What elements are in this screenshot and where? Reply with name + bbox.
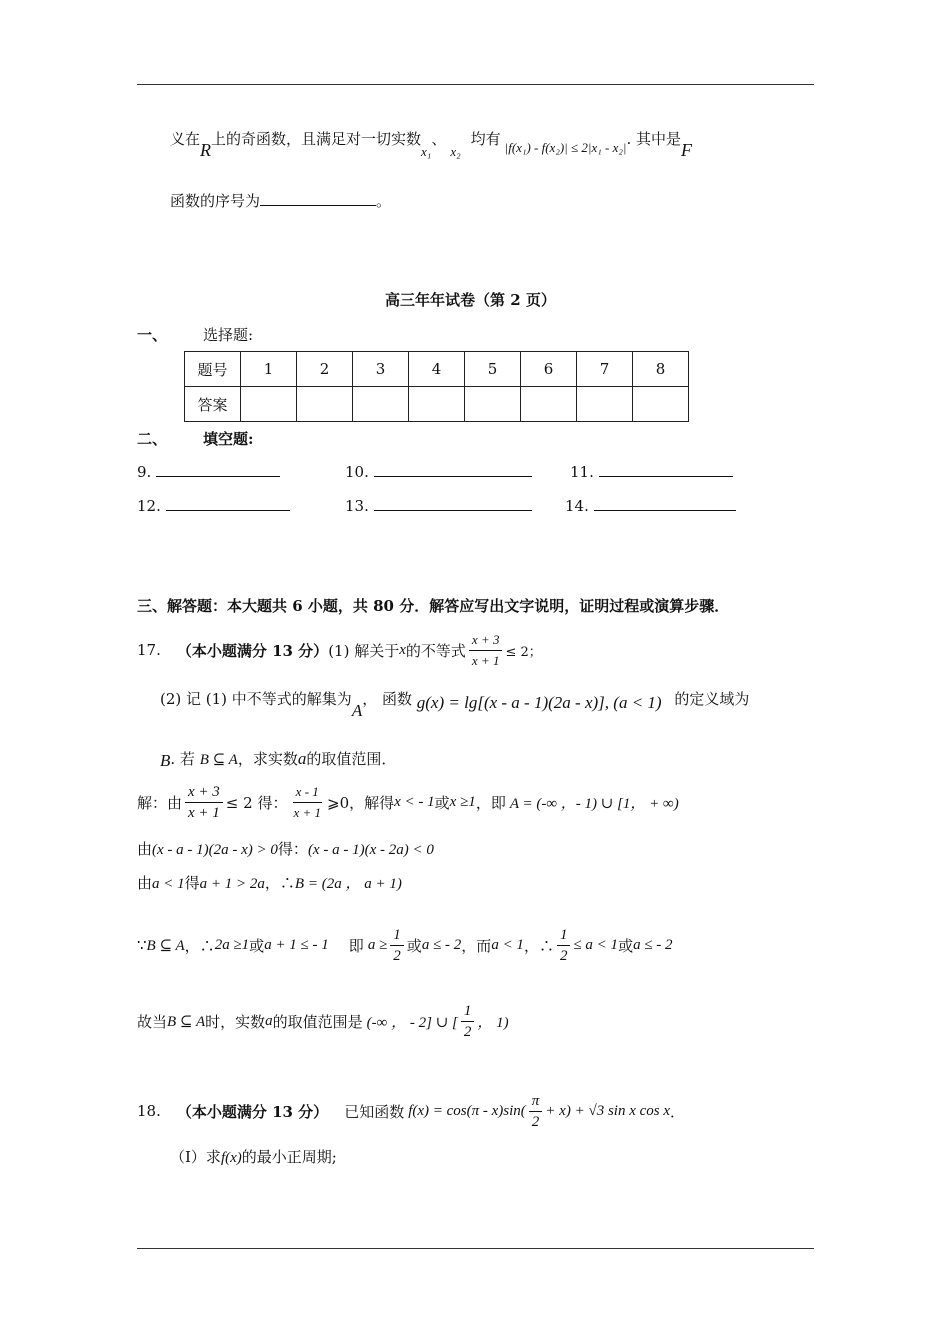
q18-stem (137, 1086, 685, 1136)
text: 由 (137, 874, 153, 892)
answer-blank[interactable] (166, 496, 290, 511)
text: ，而 (461, 936, 492, 955)
formula: ≤ a < 1 (573, 936, 619, 953)
numerator: x + 3 (469, 630, 503, 651)
q17-solution-line3 (137, 872, 402, 893)
text: (1) 解关于 (328, 641, 400, 660)
fraction (185, 782, 223, 823)
formula: B ⊆ A (146, 937, 185, 954)
text: 或 (249, 936, 265, 955)
formula: a < 1 (491, 936, 524, 953)
page-title: 高三年年试卷（第 2 页） (385, 291, 556, 309)
text: 故当 (137, 1012, 168, 1031)
section1-number: 一、 (137, 326, 168, 344)
table-row (185, 387, 689, 422)
section3-title: 三、解答题：本大题共 6 小题，共 80 分．解答应写出文字说明，证明过程或演算步骤． (137, 597, 730, 615)
q17-part2 (160, 688, 750, 720)
blank-label: 12. (137, 497, 161, 515)
var-A: A (351, 701, 363, 720)
formula: a + 1 > 2a (199, 876, 265, 892)
answer-blank[interactable] (374, 462, 532, 477)
text: ⩾0，解得 (327, 793, 395, 812)
answer-cell[interactable] (353, 387, 409, 422)
formula: a ≤ - 2 (421, 936, 462, 953)
numerator: 1 (461, 1001, 475, 1022)
fill-blank-14 (565, 496, 736, 515)
table-cell: 5 (465, 352, 521, 387)
fill-blank-13 (345, 496, 532, 515)
text: 的取值范围． (306, 750, 397, 768)
text: 解：由 (137, 793, 183, 812)
q17-solution-line5 (137, 996, 509, 1046)
formula: (-∞ ， - 2] ∪ [ (366, 1014, 458, 1031)
table-cell: 8 (633, 352, 689, 387)
table-cell: 答案 (185, 387, 241, 422)
formula: g(x) = lg[(x - a - 1)(2a - x)], (a < 1) (416, 693, 662, 712)
text: 、 (431, 130, 447, 148)
fraction-half (557, 925, 571, 966)
text: 或 (406, 936, 422, 955)
question-number: 17. (137, 641, 161, 659)
text: ，即 (475, 793, 506, 812)
fill-blank-12 (137, 496, 290, 515)
text: 已知函数 (344, 1102, 405, 1121)
answer-cell[interactable] (241, 387, 297, 422)
fill-blank-11 (570, 462, 733, 481)
table-cell: 2 (297, 352, 353, 387)
section2-title: 填空题: (203, 430, 254, 448)
formula: 2a ≥1 (214, 936, 250, 953)
blank-label: 9. (137, 463, 152, 481)
answer-cell[interactable] (409, 387, 465, 422)
formula: f(x) (220, 1150, 242, 1166)
formula: a < 1 (152, 876, 185, 892)
bottom-rule (137, 1248, 814, 1249)
table-cell: 7 (577, 352, 633, 387)
formula: (x - a - 1)(x - 2a) < 0 (307, 842, 434, 858)
text: 的最小正周期; (241, 1148, 337, 1166)
text: ，∴ (523, 936, 554, 955)
answer-cell[interactable] (521, 387, 577, 422)
text: 义在 (170, 130, 201, 148)
text: 的不等式 (405, 641, 466, 660)
table-cell: 题号 (185, 352, 241, 387)
denominator: x + 1 (188, 804, 220, 821)
text: 。 (376, 192, 392, 210)
answer-blank[interactable] (156, 462, 280, 477)
var-a: a (265, 1012, 273, 1029)
text: 的取值范围是 (272, 1012, 363, 1031)
text: 的定义域为 (674, 690, 750, 708)
blank-label: 14. (565, 497, 589, 515)
table-cell: 3 (353, 352, 409, 387)
formula: B ⊆ A (199, 752, 238, 768)
fraction (469, 630, 503, 671)
formula: A = (-∞ ，- 1) ∪ [1， + ∞) (509, 795, 679, 812)
text: 由 (137, 840, 153, 858)
blank-label: 10. (345, 463, 369, 481)
answer-blank[interactable] (374, 496, 532, 511)
answer-cell[interactable] (633, 387, 689, 422)
points: （本小题满分 13 分） (176, 641, 329, 660)
text: ，∴ (264, 874, 295, 892)
table-row (185, 352, 689, 387)
numerator: x - 1 (293, 782, 322, 803)
question-number: 18. (137, 1102, 161, 1120)
var-x1: x₁ (421, 144, 432, 159)
text: 上的奇函数，且满足对一切实数 (211, 130, 422, 148)
formula: |f(x₁) - f(x₂)| ≤ 2|x₁ - x₂| (504, 140, 627, 155)
fraction (290, 782, 324, 823)
var-a: a (297, 749, 307, 768)
text: ∵ (137, 936, 147, 954)
section1-title: 选择题: (203, 326, 254, 344)
text: （Ⅰ）求 (170, 1148, 221, 1166)
text: 函数的序号为 (170, 192, 261, 210)
table-cell: 6 (521, 352, 577, 387)
formula: a ≤ - 2 (633, 936, 673, 953)
answer-cell[interactable] (577, 387, 633, 422)
blank-label: 11. (570, 463, 594, 481)
text: ， 函数 (362, 690, 412, 708)
text: ，∴ (184, 936, 215, 955)
text: 得 (184, 874, 200, 892)
answer-blank[interactable] (594, 496, 736, 511)
denominator: x + 1 (471, 652, 500, 668)
numerator: 1 (557, 925, 571, 946)
text: 得： (277, 840, 308, 858)
text: 或 (434, 793, 450, 812)
fraction-half (390, 925, 404, 966)
q17-part3 (160, 748, 396, 769)
fraction-half (461, 1001, 475, 1042)
section2-number: 二、 (137, 430, 168, 448)
text: 或 (618, 936, 634, 955)
text: . 若 (170, 750, 195, 768)
q17-solution-line1 (137, 780, 679, 824)
numerator: x + 3 (185, 782, 223, 803)
text: ，求实数 (237, 750, 298, 768)
table-cell: 4 (409, 352, 465, 387)
var-R: R (200, 140, 212, 160)
text: ≤ 2 得： (225, 793, 288, 812)
formula: B ⊆ A (167, 1013, 206, 1030)
q17-solution-line4 (137, 920, 673, 970)
denominator: 2 (531, 1113, 540, 1130)
answer-table (184, 351, 689, 422)
text: 时，实数 (205, 1012, 266, 1031)
answer-blank (260, 191, 376, 206)
text: (2) 记 (1) 中不等式的解集为 (160, 690, 352, 708)
denominator: 2 (559, 947, 568, 964)
formula: x ≥1 (449, 793, 476, 810)
formula: B = (2a ， a + 1) (294, 876, 402, 892)
formula: x < - 1 (394, 793, 435, 810)
formula: ， 1) (477, 1014, 509, 1031)
points: （本小题满分 13 分） (176, 1102, 329, 1121)
text: ≤ 2； (505, 644, 542, 660)
top-rule (137, 84, 814, 85)
answer-cell[interactable] (297, 387, 353, 422)
formula: (x - a - 1)(2a - x) > 0 (152, 842, 278, 858)
numerator: π (529, 1091, 543, 1112)
q18-part1 (170, 1146, 337, 1167)
q17-part1 (137, 628, 542, 672)
var-x: x (399, 641, 406, 658)
formula: + x) + √3 sin x cos x (545, 1102, 671, 1119)
blank-label: 13. (345, 497, 369, 515)
formula: a + 1 ≤ - 1 (264, 936, 329, 953)
denominator: 2 (393, 947, 401, 964)
text: . 其中是 (626, 130, 681, 148)
text: ． (670, 1102, 686, 1121)
fill-blank-10 (345, 462, 532, 481)
answer-blank[interactable] (599, 462, 733, 477)
q17-solution-line2 (137, 838, 434, 859)
denominator: 2 (463, 1023, 472, 1040)
numerator: 1 (390, 925, 404, 946)
formula: a ≥ (367, 936, 388, 953)
text: 均有 (470, 130, 501, 148)
fill-blank-9 (137, 462, 280, 481)
text: 即 (348, 936, 364, 955)
continued-line-1 (170, 128, 692, 160)
continued-line-2 (170, 190, 391, 211)
fraction-pi-over-2 (529, 1091, 543, 1132)
formula: f(x) = cos(π - x)sin( (408, 1102, 526, 1119)
var-F: F (681, 140, 692, 160)
var-B: B (160, 751, 171, 770)
var-x2: x₂ (450, 144, 461, 159)
table-cell: 1 (241, 352, 297, 387)
answer-cell[interactable] (465, 387, 521, 422)
denominator: x + 1 (293, 804, 321, 820)
